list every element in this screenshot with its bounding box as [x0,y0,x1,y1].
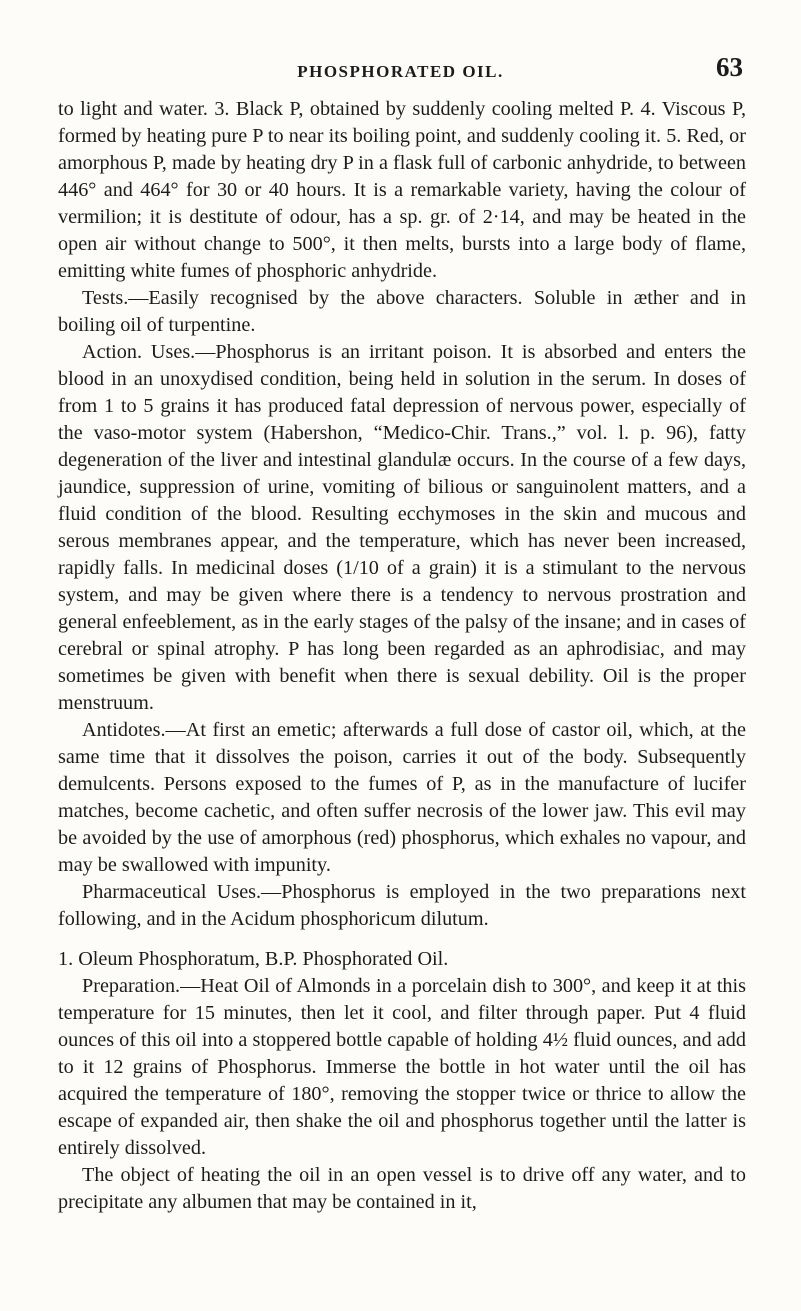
body-text [58,96,746,1216]
paragraph-object-heating: The object of heating the oil in an open vessel is to drive off any water, and to precipitate any albumen that may be contained in it, [58,1164,746,1213]
page-number: 63 [716,52,743,82]
section-spacer [58,933,746,946]
page-header [0,52,801,88]
paragraph-preparation: Preparation.—Heat Oil of Almonds in a porcelain dish to 300°, and keep it at this temperature for 15 minutes, then let it cool, and filter through paper. Put 4 fluid ounces of this oil into a stoppered bottle capable of holding 4½ fluid ounces, and add to it 12 grains of Phosphorus. Immerse the bottle in hot water until the oil has acquired the temperature of 180°, removing the stopper twice or thrice to allow the escape of expanded air, then shake the oil and phosphorus together until the latter is entirely dissolved. [58,975,746,1159]
paragraph-pharmaceutical-uses: Pharmaceutical Uses.—Phosphorus is employed in the two preparations next following, and in the Acidum phosphoricum dilutum. [58,881,746,930]
section-heading: 1. Oleum Phosphoratum, B.P. Phosphorated Oil. [58,948,449,970]
paragraph-antidotes: Antidotes.—At first an emetic; afterwards a full dose of castor oil, which, at the same time that it dissolves the poison, carries it out of the body. Subsequently demulcents. Persons exposed to the fumes of P, as in the manufacture of lucifer matches, become cachetic, and often suffer necrosis of the lower jaw. This evil may be avoided by the use of amorphous (red) phosphorus, which exhales no vapour, and may be swallowed with impunity. [58,719,746,876]
running-title: PHOSPHORATED OIL. [297,62,504,81]
paragraph-tests: Tests.—Easily recognised by the above characters. Soluble in æther and in boiling oil of turpentine. [58,287,746,336]
paragraph-continuation: to light and water. 3. Black P, obtained by suddenly cooling melted P. 4. Viscous P, formed by heating pure P to near its boiling point, and suddenly cooling it. 5. Red, or amorphous P, made by heating dry P in a flask full of carbonic anhydride, to between 446° and 464° for 30 or 40 hours. It is a remarkable variety, having the colour of vermilion; it is destitute of odour, has a sp. gr. of 2·14, and may be heated in the open air without change to 500°, it then melts, bursts into a large body of flame, emitting white fumes of phosphoric anhydride. [58,98,746,282]
paragraph-action-uses: Action. Uses.—Phosphorus is an irritant poison. It is absorbed and enters the blood in an unoxydised condition, being held in solution in the serum. In doses of from 1 to 5 grains it has produced fatal depression of nervous power, especially of the vaso-motor system (Habershon, “Medico-Chir. Trans.,” vol. l. p. 96), fatty degeneration of the liver and intestinal glandulæ occurs. In the course of a few days, jaundice, suppression of urine, vomiting of bilious or sanguinolent matters, and a fluid condition of the blood. Resulting ecchymoses in the skin and mucous and serous membranes appear, and the temperature, which has never been increased, rapidly falls. In medicinal doses (1/10 of a grain) it is a stimulant to the nervous system, and may be given where there is a tendency to nervous prostration and general enfeeblement, as in the early stages of the palsy of the insane; and in cases of cerebral or spinal atrophy. P has long been regarded as an aphrodisiac, and may sometimes be given with benefit when there is sexual debility. Oil is the proper menstruum. [58,341,746,714]
